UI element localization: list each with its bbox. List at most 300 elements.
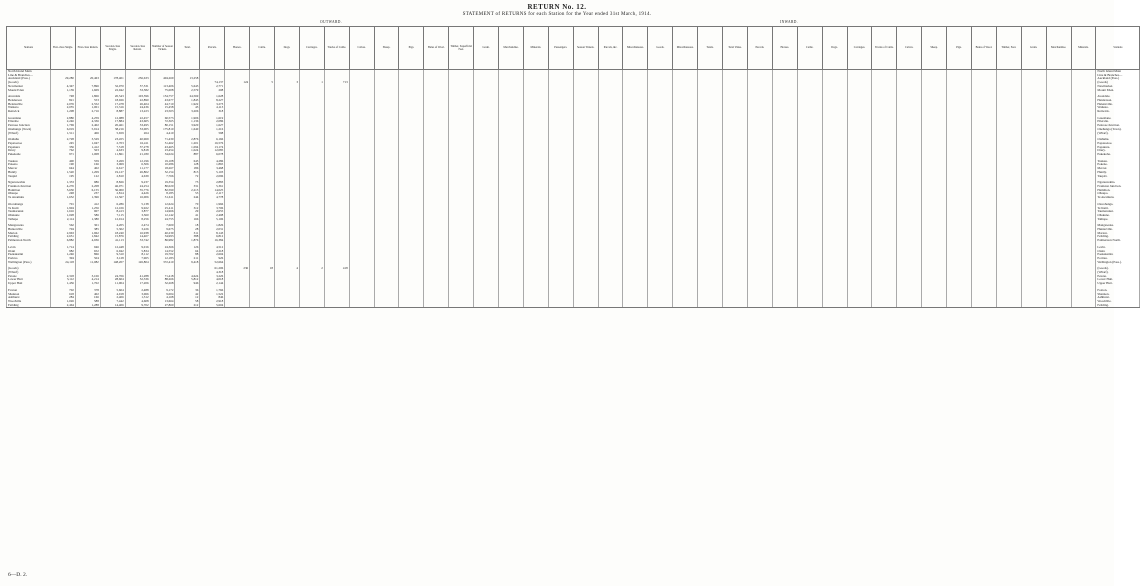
station-name-right: Pokeno. (1096, 163, 1140, 167)
table-cell: 1,769 (51, 124, 76, 128)
table-cell: 9,702 (125, 304, 150, 308)
table-cell: 846 (200, 296, 225, 300)
table-cell: 1,024 (175, 149, 200, 153)
table-cell: 6,882 (51, 239, 76, 243)
table-cell: 3,226 (125, 228, 150, 232)
table-cell: 154,757 (150, 95, 175, 99)
station-name: Lower Hutt (7, 278, 51, 282)
table-cell: 14,966 (150, 210, 175, 214)
table-cell: 4,318 (200, 271, 225, 275)
table-cell: 311 (175, 232, 200, 236)
table-cell: 946 (175, 282, 200, 286)
table-cell: 4,512 (200, 246, 225, 250)
table-cell: 21,180 (125, 153, 150, 157)
table-cell: 2,218 (200, 250, 225, 254)
table-cell: 9,004 (150, 293, 175, 297)
table-cell (250, 304, 275, 308)
table-cell: 1,028 (51, 214, 76, 218)
column-header: Trucks of Cattle. (872, 27, 897, 70)
table-cell: 2,655 (200, 210, 225, 214)
table-cell: 4,624 (175, 275, 200, 279)
table-cell: 1,047 (75, 142, 100, 146)
table-cell: 175,810 (150, 128, 175, 132)
table-cell: 74,137 (200, 81, 225, 85)
table-cell: 3,128 (100, 257, 125, 261)
table-cell: 701 (51, 203, 76, 207)
table-cell: 5,103 (200, 171, 225, 175)
table-cell: 6,617 (100, 167, 125, 171)
station-name-right: Hunterville. (1096, 228, 1140, 232)
table-cell: 12,914 (100, 218, 125, 222)
table-cell: 24,569 (175, 95, 200, 99)
table-cell: 13,258 (175, 77, 200, 81)
station-name: Papakura (7, 146, 51, 150)
table-cell: 19,127 (100, 171, 125, 175)
table-cell: 3,069 (100, 163, 125, 167)
table-cell: 6,019 (51, 128, 76, 132)
table-cell: 19,354 (150, 181, 175, 185)
table-cell (723, 304, 748, 308)
table-cell: 18,926 (100, 99, 125, 103)
table-cell: 1,845 (175, 99, 200, 103)
station-name-right: Drury. (1096, 149, 1140, 153)
station-name-right: Pukekohe. (1096, 153, 1140, 157)
table-cell: 32,070 (100, 85, 125, 89)
table-cell: 43 (175, 106, 200, 110)
table-cell: 12,088 (100, 117, 125, 121)
table-cell: 1,256 (75, 207, 100, 211)
station-name: Hamilton (7, 189, 51, 193)
table-cell: 1,640 (175, 128, 200, 132)
table-cell: 3,529 (75, 138, 100, 142)
table-cell: 26,802 (125, 171, 150, 175)
table-cell: 34,993 (150, 235, 175, 239)
table-cell: 17,884 (100, 120, 125, 124)
station-name: Avondale (7, 95, 51, 99)
table-cell: 1,766 (200, 289, 225, 293)
table-cell: 2,880 (51, 117, 76, 121)
table-cell: 8,143 (200, 232, 225, 236)
table-cell: 2,318 (51, 275, 76, 279)
table-cell: 2,208 (75, 185, 100, 189)
station-name-right: Feilding. (1096, 235, 1140, 239)
table-cell: 704 (51, 228, 76, 232)
table-cell: 11,904 (100, 282, 125, 286)
table-cell: 24,706 (100, 275, 125, 279)
table-cell: 13,664 (150, 300, 175, 304)
station-name-right: Ashhurst. (1096, 296, 1140, 300)
table-cell: 3,468 (200, 167, 225, 171)
table-cell: 946 (75, 246, 100, 250)
table-cell: 86,982 (150, 239, 175, 243)
column-header: First-class Return. (75, 27, 100, 70)
table-cell: 22,457 (125, 117, 150, 121)
table-cell: 103,596 (125, 95, 150, 99)
station-name: Drury (7, 149, 51, 153)
column-header: Bales of Wool. (424, 27, 449, 70)
table-cell: 982 (51, 250, 76, 254)
table-cell (1046, 304, 1071, 308)
table-cell: 208 (200, 89, 225, 93)
table-cell: 12,085 (200, 149, 225, 153)
table-cell: 18 (175, 224, 200, 228)
table-cell: 17,206 (125, 282, 150, 286)
station-name: (Wharf) (7, 132, 51, 136)
table-cell: 3,066 (125, 293, 150, 297)
column-header: Cattle. (250, 27, 275, 70)
station-name-right: Mangaweka. (1096, 224, 1140, 228)
table-cell: 12,183 (150, 257, 175, 261)
table-cell: 8,413 (100, 210, 125, 214)
station-name-right: Woodville. (1096, 300, 1140, 304)
table-cell: 264 (125, 132, 150, 136)
table-cell: 406 (75, 132, 100, 136)
station-name: Taihape (7, 218, 51, 222)
column-header: Carriages. (299, 27, 324, 70)
table-cell: 1,208 (51, 110, 76, 114)
table-cell: 1,876 (175, 239, 200, 243)
table-cell: 5,604 (100, 289, 125, 293)
station-name-right: Line & Branches— (1096, 74, 1140, 78)
returns-table (6, 26, 1140, 308)
station-name-right: Otaki. (1096, 250, 1140, 254)
table-cell: 1,216 (200, 128, 225, 132)
table-cell: 58 (175, 300, 200, 304)
table-cell (922, 304, 947, 308)
table-cell (275, 304, 300, 308)
station-name-right: Ngaruawahia. (1096, 181, 1140, 185)
table-cell: 813 (175, 171, 200, 175)
table-cell (996, 304, 1021, 308)
table-cell: 1,396 (75, 196, 100, 200)
table-cell: 212 (175, 304, 200, 308)
column-header: Cattle. (797, 27, 822, 70)
table-cell: 11,177 (125, 167, 150, 171)
table-cell: 23,455 (100, 138, 125, 142)
station-name-right: (Wharf). (1096, 271, 1140, 275)
table-cell: 256,633 (125, 77, 150, 81)
station-name: Otahuhu (7, 138, 51, 142)
table-cell: 70 (175, 203, 200, 207)
table-cell: 5,302 (100, 228, 125, 232)
table-cell: 4,633 (100, 149, 125, 153)
table-cell: 23,454 (150, 149, 175, 153)
table-cell: 7,442 (100, 300, 125, 304)
table-cell: 4,168 (150, 296, 175, 300)
table-cell (548, 304, 573, 308)
table-cell: 643 (175, 160, 200, 164)
table-cell: 29 (175, 210, 200, 214)
table-cell: 44,710 (150, 103, 175, 107)
table-cell: 5,914 (75, 128, 100, 132)
table-cell: 26,404 (125, 103, 150, 107)
table-cell: 6,286 (100, 203, 125, 207)
column-header: Second-class Return. (125, 27, 150, 70)
column-header: Pigs. (947, 27, 972, 70)
table-cell: 388 (175, 235, 200, 239)
station-name: Feilding (7, 235, 51, 239)
table-cell: 2,728 (51, 138, 76, 142)
table-cell: 33,495 (125, 124, 150, 128)
station-name-right: Greenlane. (1096, 117, 1140, 121)
table-cell: 907 (75, 210, 100, 214)
table-cell (847, 304, 872, 308)
column-header: Number of Season Tickets. (150, 27, 175, 70)
column-header: Grain. (1021, 27, 1046, 70)
table-cell: 6,942 (100, 250, 125, 254)
table-cell: 53,005 (125, 128, 150, 132)
station-name: Otorohanga (7, 203, 51, 207)
table-cell: 73 (175, 181, 200, 185)
station-name: Woodville (7, 300, 51, 304)
table-cell: 4,286 (200, 160, 225, 164)
table-cell: 1,906 (175, 117, 200, 121)
station-name-right: Taihape. (1096, 218, 1140, 222)
table-cell: 4,347 (51, 85, 76, 89)
table-cell: 244 (175, 196, 200, 200)
table-cell: 9,818 (125, 149, 150, 153)
table-cell: 4,608 (125, 300, 150, 304)
table-cell: 1 (299, 81, 324, 85)
table-cell: 24,436 (125, 106, 150, 110)
table-cell: 15,458 (150, 106, 175, 110)
table-cell: 13,223 (125, 110, 150, 114)
table-cell: 618 (51, 293, 76, 297)
statement-subtitle: STATEMENT of RETURNS for each Station for the Year ended 31st March, 1914. (462, 12, 652, 17)
station-name: Petone (7, 275, 51, 279)
table-cell: 1,380 (75, 218, 100, 222)
table-cell: 11,861 (100, 153, 125, 157)
table-cell: 2,464 (51, 304, 76, 308)
table-cell: 64 (175, 250, 200, 254)
table-cell (747, 304, 772, 308)
table-cell: 400 (51, 160, 76, 164)
table-cell: 402 (75, 167, 100, 171)
table-cell: 11,082 (75, 261, 100, 265)
table-cell: 5,604 (200, 304, 225, 308)
table-cell: 19,702 (150, 253, 175, 257)
station-name-right: (Wharf). (1096, 132, 1140, 136)
table-cell: 20,461 (100, 124, 125, 128)
table-cell: 2,703 (100, 142, 125, 146)
table-cell: 16,006 (125, 196, 150, 200)
table-cell: 13,174 (200, 146, 225, 150)
table-cell: 1,008 (75, 153, 100, 157)
table-cell: 394 (51, 257, 76, 261)
table-cell (1021, 304, 1046, 308)
table-cell: 284 (51, 296, 76, 300)
table-cell: 1,652 (51, 196, 76, 200)
table-cell: 37,278 (125, 146, 150, 150)
table-cell: 6,506 (125, 163, 150, 167)
table-cell: 4,410 (150, 132, 175, 136)
station-name-right: Porirua. (1096, 257, 1140, 261)
table-cell: 53 (175, 192, 200, 196)
column-header: Stations (1096, 27, 1140, 70)
table-cell: 80,151 (150, 124, 175, 128)
table-cell: 1,201 (175, 142, 200, 146)
table-cell: 385 (75, 228, 100, 232)
table-cell: 713 (324, 81, 349, 85)
station-name: Taupiri (7, 175, 51, 179)
returns-table-body (7, 70, 1140, 308)
station-name: Taumarunui (7, 210, 51, 214)
table-cell: 926 (200, 257, 225, 261)
table-cell: 82,590 (150, 189, 175, 193)
table-cell: 36 (175, 289, 200, 293)
station-name-right: Te Awamutu. (1096, 196, 1140, 200)
table-cell: 245 (51, 142, 76, 146)
table-cell: 14,025 (200, 189, 225, 193)
table-cell: 3,106 (75, 275, 100, 279)
table-cell: 28,604 (100, 278, 125, 282)
table-cell: 2,402 (75, 124, 100, 128)
table-cell: 1,456 (51, 282, 76, 286)
table-cell: 3,360 (125, 214, 150, 218)
station-name: (Goods) (7, 81, 51, 85)
table-cell: 4 (275, 267, 300, 271)
table-cell: 418 (324, 267, 349, 271)
table-cell (324, 304, 349, 308)
table-cell: 6,078 (200, 153, 225, 157)
table-cell: 8,256 (125, 218, 150, 222)
table-cell: 15,316 (100, 106, 125, 110)
column-header: Parcels. (200, 27, 225, 70)
table-cell: 652 (75, 250, 100, 254)
table-cell: 301 (75, 224, 100, 228)
table-cell: 41,288 (125, 275, 150, 279)
table-cell: 35,776 (125, 189, 150, 193)
inward-heading: INWARD. (780, 20, 799, 24)
table-cell: 166 (175, 218, 200, 222)
station-name: Henderson (7, 99, 51, 103)
table-cell: 10,286 (150, 163, 175, 167)
table-cell: 16,576 (200, 142, 225, 146)
station-name: Renwick (7, 110, 51, 114)
table-cell: 5 (250, 81, 275, 85)
table-cell: 42 (175, 293, 200, 297)
table-cell: 372,410 (150, 261, 175, 265)
table-cell: 3,877 (125, 210, 150, 214)
table-cell: 503 (75, 149, 100, 153)
table-cell: 12,567 (100, 196, 125, 200)
station-name: Ohaupo (7, 192, 51, 196)
table-cell: 2,963 (51, 232, 76, 236)
table-cell: 8,826 (100, 181, 125, 185)
table-cell: 72 (175, 175, 200, 179)
column-header: Merchandise. (499, 27, 524, 70)
table-cell: 1,246 (51, 253, 76, 257)
column-header: Sheep. (374, 27, 399, 70)
table-cell (374, 304, 399, 308)
station-name: Pukekohe (7, 153, 51, 157)
table-cell: 71,430 (150, 138, 175, 142)
station-name-right: Taumarunui. (1096, 210, 1140, 214)
table-cell: 4,205 (100, 224, 125, 228)
station-name: Auckland (Pass.) (7, 77, 51, 81)
table-cell: 3,112 (51, 278, 76, 282)
table-cell: 31,611 (150, 196, 175, 200)
table-cell: 33,582 (125, 89, 150, 93)
column-header: Minerals. (523, 27, 548, 70)
table-cell: 23,503 (150, 110, 175, 114)
table-cell: 6,812 (200, 235, 225, 239)
station-name-right: Shannon. (1096, 293, 1140, 297)
table-cell: 1,288 (75, 304, 100, 308)
table-cell (872, 304, 897, 308)
station-name: Line & Branches— (7, 74, 51, 78)
table-cell: 22,890 (125, 99, 150, 103)
table-cell: 1,209 (75, 171, 100, 175)
station-name: Helensville (7, 103, 51, 107)
table-cell: 80,020 (150, 185, 175, 189)
table-cell: 5,106 (200, 218, 225, 222)
column-header: Timber, Superficial Feet. (449, 27, 474, 70)
table-cell: 2,579 (175, 89, 200, 93)
station-name: Porirua (7, 257, 51, 261)
table-cell: 1,412 (75, 146, 100, 150)
table-cell: 4,018 (200, 278, 225, 282)
station-name-right: Avondale. (1096, 95, 1140, 99)
table-cell (1071, 304, 1096, 308)
column-header: Calves. (349, 27, 374, 70)
table-cell: 14,406 (100, 304, 125, 308)
table-cell: 43,465 (150, 146, 175, 150)
table-cell: 190 (51, 163, 76, 167)
table-cell (822, 304, 847, 308)
station-name-right: Marton. (1096, 232, 1140, 236)
table-cell: 4,276 (51, 185, 76, 189)
table-cell: 24,755 (150, 218, 175, 222)
table-cell: 3,273 (200, 103, 225, 107)
table-cell: 598 (200, 132, 225, 136)
table-cell: 2,406 (100, 296, 125, 300)
table-cell: 553 (75, 99, 100, 103)
table-cell: 1,628 (200, 95, 225, 99)
station-name-right: Ohaupo. (1096, 192, 1140, 196)
table-cell: 34,024 (150, 153, 175, 157)
table-cell: 24,366 (150, 246, 175, 250)
station-name-right: Petone. (1096, 275, 1140, 279)
table-cell: 7,115 (100, 214, 125, 218)
table-cell: 402 (75, 293, 100, 297)
table-cell: 2,031 (200, 228, 225, 232)
station-name-right: (Goods). (1096, 267, 1140, 271)
column-header: Season Tickets. (573, 27, 598, 70)
table-cell: 2 (299, 267, 324, 271)
table-cell: 586 (75, 214, 100, 218)
table-cell: 1,520 (51, 171, 76, 175)
table-cell: 7,600 (150, 224, 175, 228)
table-cell: 1,312 (125, 296, 150, 300)
station-name: Ohakune (7, 214, 51, 218)
column-header: Merchandise. (1046, 27, 1071, 70)
column-header: Minerals. (1071, 27, 1096, 70)
station-name-right: Mount Eden. (1096, 89, 1140, 93)
table-cell: 52,664 (200, 261, 225, 265)
station-name-right: Helensville. (1096, 103, 1140, 107)
table-cell: 986 (75, 181, 100, 185)
table-cell (349, 304, 374, 308)
table-cell: 3,226 (200, 275, 225, 279)
table-cell: 71,418 (150, 275, 175, 279)
table-cell: 166 (75, 163, 100, 167)
table-cell: 6,155 (75, 189, 100, 193)
table-cell: 52,154 (150, 171, 175, 175)
station-name: Feilding (7, 304, 51, 308)
station-name: Tuakau (7, 160, 51, 164)
table-cell (225, 304, 250, 308)
